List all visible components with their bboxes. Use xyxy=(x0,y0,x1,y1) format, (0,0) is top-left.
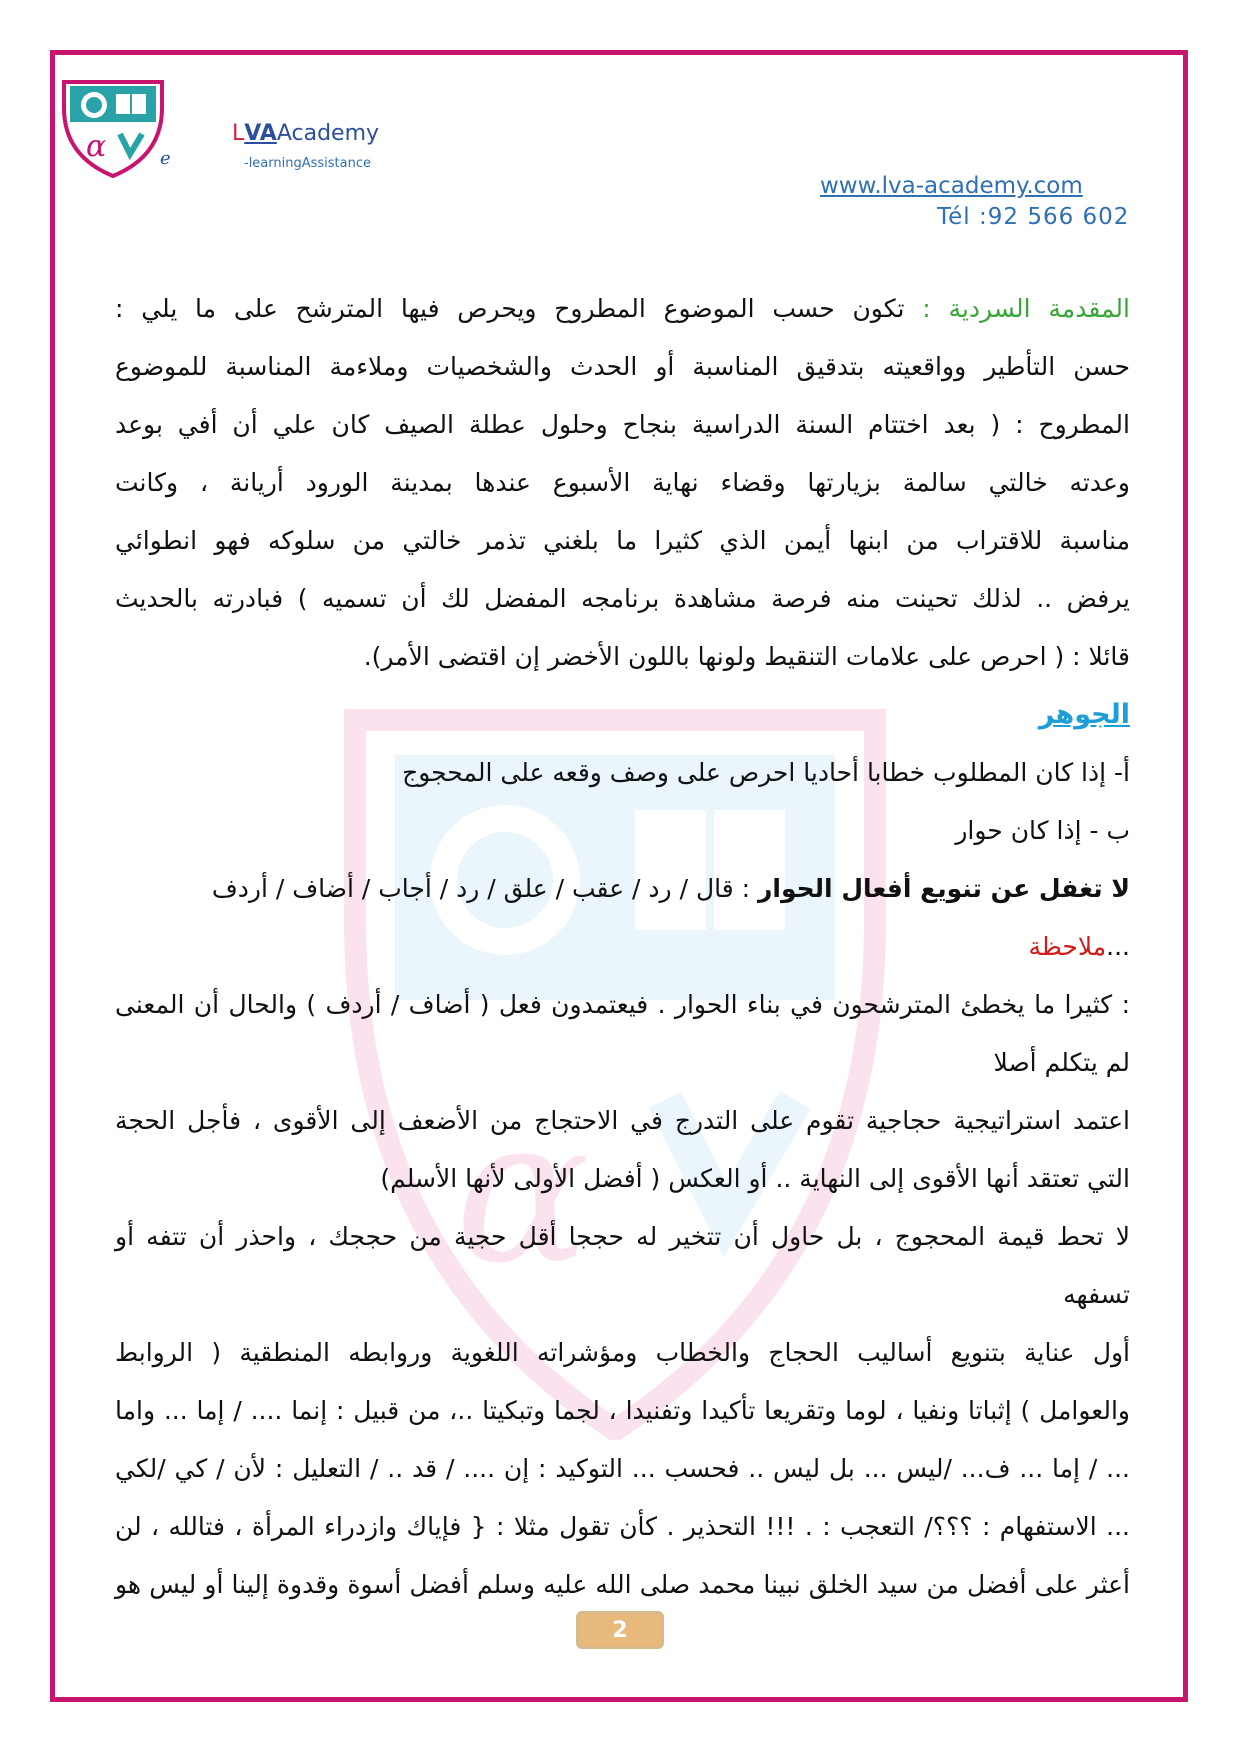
dialog-tip-bold: لا تغفل عن تنويع أفعال الحوار xyxy=(758,874,1130,903)
svg-text:α: α xyxy=(86,129,107,164)
value-line-1: لا تحط قيمة المحجوج ، بل حاول أن تتخير له حججا أقل حجية من حججك ، واحذر أن تتفه أو xyxy=(115,1222,1130,1251)
text-line: حسن التأطير وواقعيته بتدقيق المناسبة أو الحدث والشخصيات وملاءمة المناسبة للموضوع xyxy=(115,352,1130,381)
document-body xyxy=(115,280,1130,1614)
intro-text: تكون حسب الموضوع المطروح ويحرص فيها المترشح على ما يلي : xyxy=(115,294,923,323)
care-line-4: ... الاستفهام : ؟؟؟/ التعجب : . !!! التحذير . كأن تقول مثلا : { فإياك وازدراء المرأة ، فتالله ، لن xyxy=(115,1512,1130,1541)
value-line-2: تسفهه xyxy=(1063,1280,1130,1309)
strategy-line-1: اعتمد استراتيجية حجاجية تقوم على التدرج في الاحتجاج من الأضعف إلى الأقوى ، فأجل الحجة xyxy=(115,1106,1130,1135)
intro-paragraph xyxy=(115,280,1130,338)
strategy-line-2: التي تعتقد أنها الأقوى إلى النهاية .. أو العكس ( أفضل الأولى لأنها الأسلم) xyxy=(380,1164,1130,1193)
list-item-a: أ- إذا كان المطلوب خطابا أحاديا احرص على وصف وقعه على المحجوج xyxy=(402,758,1130,787)
text-line: يرفض .. لذلك تحينت منه فرصة مشاهدة برنامجه المفضل لك أن تسميه ) فبادرته بالحديث xyxy=(115,584,1130,613)
note-text: : كثيرا ما يخطئ المترشحون في بناء الحوار . فيعتمدون فعل ( أضاف / أردف ) والحال أن المعنى xyxy=(115,990,1130,1019)
website-link[interactable]: www.lva-academy.com xyxy=(820,173,1083,199)
text-line: المطروح : ( بعد اختتام السنة الدراسية بنجاح وحلول عطلة الصيف كان علي أن أفي بوعد xyxy=(115,410,1130,439)
care-line-3: ... / إما ... ف... /ليس ... بل ليس .. فحسب ... التوكيد : إن .... / قد .. / التعليل : لأن / كي /لكي xyxy=(115,1454,1130,1483)
note-text-2: لم يتكلم أصلا xyxy=(993,1048,1130,1077)
logo-e-mark: e xyxy=(160,148,171,169)
care-line-1: أول عناية بتنويع أساليب الحجاج والخطاب ومؤشراته اللغوية وروابطه المنطقية ( الروابط xyxy=(115,1338,1130,1367)
care-line-2: والعوامل ) إثباتا ونفيا ، لوما وتقريعا تأكيدا وتفنيدا ، لجما وتبكيتا ..، من قبيل : إنما .... / إما ... واما xyxy=(115,1396,1130,1425)
intro-label: المقدمة السردية : xyxy=(922,294,1130,323)
academy-logo-icon xyxy=(58,78,168,178)
note-label: ملاحظة xyxy=(1028,932,1107,961)
page-number-badge: 2 xyxy=(576,1611,664,1649)
brand-subtitle: -learningAssistance xyxy=(244,156,371,171)
dialog-tip xyxy=(115,860,1130,976)
care-line-5: أعثر على أفضل من سيد الخلق نبينا محمد صلى الله عليه وسلم أفضل أسوة وقدوة إلينا أو ليس هو xyxy=(115,1570,1130,1599)
text-line: قائلا : ( احرص على علامات التنقيط ولونها باللون الأخضر إن اقتضى الأمر). xyxy=(363,642,1130,671)
text-line: وعدته خالتي سالمة بزيارتها وقضاء نهاية الأسبوع عندها بمدينة الورود أريانة ، وكانت xyxy=(115,468,1130,497)
phone-number: Tél :92 566 602 xyxy=(937,204,1130,230)
svg-text:α: α xyxy=(455,1075,591,1308)
list-item-b: ب - إذا كان حوار xyxy=(955,816,1130,845)
dialog-tip-rest: : قال / رد / عقب / علق / رد / أجاب / أضاف / أردف ... xyxy=(211,874,1130,961)
section-heading-essence: الجوهر xyxy=(1038,699,1130,730)
text-line: مناسبة للاقتراب من ابنها أيمن الذي كثيرا ما بلغني تذمر خالتي من سلوكه فهو انطوائي xyxy=(115,526,1130,555)
brand-name: LVAAcademy xyxy=(232,121,380,146)
